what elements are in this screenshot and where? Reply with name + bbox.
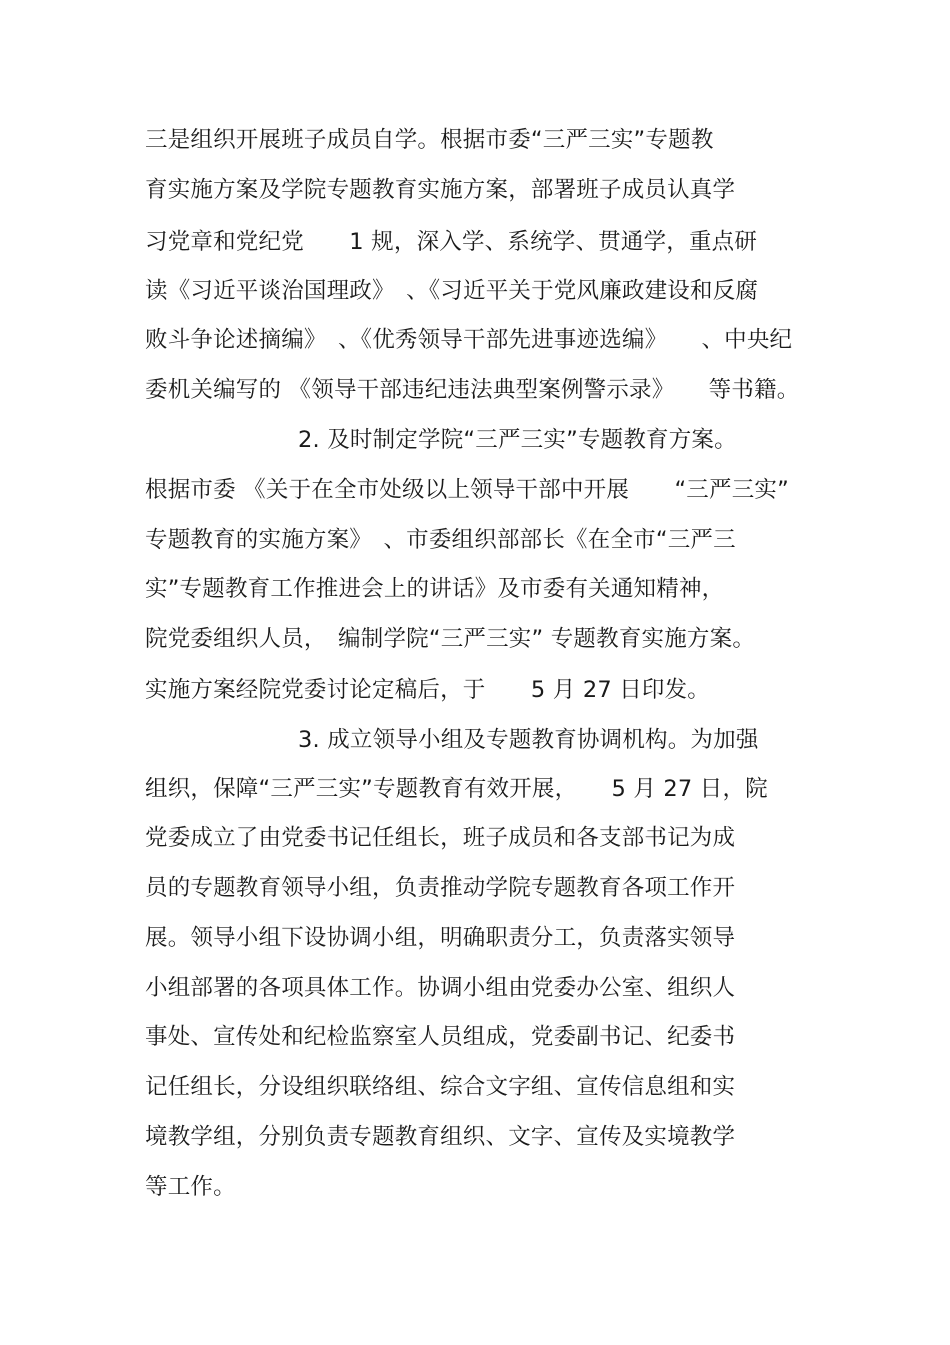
text-line-10: 实”专题教育工作推进会上的讲话》及市委有关通知精神， <box>145 576 725 602</box>
text-line-22: 等工作。 <box>145 1174 236 1200</box>
text-line-1: 三是组织开展班子成员自学。根据市委“三严三实”专题教 <box>145 127 714 153</box>
text-line-20: 记任组长，分设组织联络组、综合文字组、宣传信息组和实 <box>145 1074 736 1100</box>
text-line-17: 展。领导小组下设协调小组，明确职责分工，负责落实领导 <box>145 925 736 951</box>
text-line-15: 党委成立了由党委书记任组长，班子成员和各支部书记为成 <box>145 825 736 851</box>
text-line-21: 境教学组，分别负责专题教育组织、文字、宣传及实境教学 <box>145 1124 736 1150</box>
section-heading-2: 2. 及时制定学院“三严三实”专题教育方案。 <box>298 427 737 453</box>
text-line-12: 实施方案经院党委讨论定稿后，于 5 月 27 日印发。 <box>145 677 711 703</box>
text-line-19: 事处、宣传处和纪检监察室人员组成，党委副书记、纪委书 <box>145 1024 736 1050</box>
text-line-14: 组织，保障“三严三实”专题教育有效开展， 5 月 27 日，院 <box>145 776 768 802</box>
text-line-6: 委机关编写的 《领导干部违纪违法典型案例警示录》 等书籍。 <box>145 377 800 403</box>
text-line-5: 败斗争论述摘编》 、《优秀领导干部先进事迹选编》 、中央纪 <box>145 327 793 353</box>
text-line-4: 读《习近平谈治国理政》 、《习近平关于党风廉政建设和反腐 <box>145 278 759 304</box>
text-line-11: 院党委组织人员， 编制学院“三严三实” 专题教育实施方案。 <box>145 626 756 652</box>
text-line-9: 专题教育的实施方案》 、市委组织部部长《在全市“三严三 <box>145 527 736 553</box>
text-line-3: 习党章和党纪党 1 规，深入学、系统学、贯通学，重点研 <box>145 229 758 255</box>
text-line-18: 小组部署的各项具体工作。协调小组由党委办公室、组织人 <box>145 975 736 1001</box>
text-line-8: 根据市委 《关于在全市处级以上领导干部中开展 “三严三实” <box>145 477 789 503</box>
text-line-16: 员的专题教育领导小组，负责推动学院专题教育各项工作开 <box>145 875 736 901</box>
text-line-2: 育实施方案及学院专题教育实施方案，部署班子成员认真学 <box>145 177 736 203</box>
section-heading-3: 3. 成立领导小组及专题教育协调机构。为加强 <box>298 727 759 753</box>
